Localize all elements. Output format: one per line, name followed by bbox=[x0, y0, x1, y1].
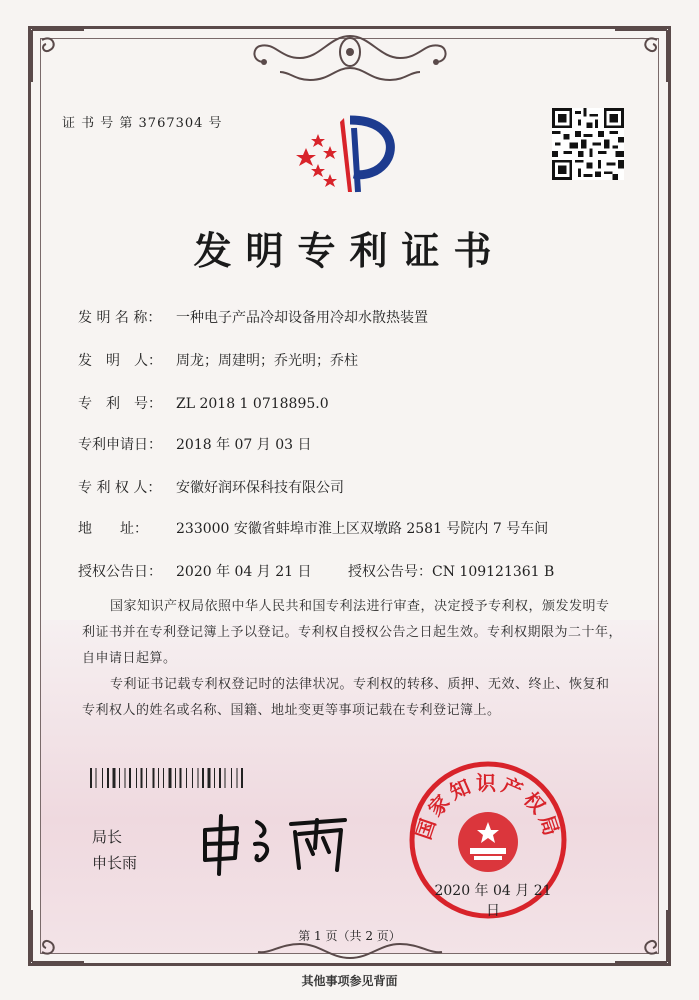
body-paragraph-2 bbox=[82, 672, 622, 724]
qr-code-icon bbox=[552, 108, 624, 180]
corner-ornament-top-left-icon bbox=[28, 26, 88, 86]
field-label: 发 明 人： bbox=[78, 353, 162, 369]
cnipa-logo-icon bbox=[292, 112, 402, 197]
field-value: 周龙；周建明；乔光明；乔柱 bbox=[176, 353, 358, 369]
field-label: 授权公告日： bbox=[78, 564, 162, 580]
field-value: CN 109121361 B bbox=[432, 564, 555, 580]
field-grant-announcement-date bbox=[78, 561, 312, 581]
signature-icon bbox=[195, 808, 360, 878]
field-label: 专利申请日： bbox=[78, 437, 162, 453]
seal-date: 2020 年 04 月 21 日 bbox=[434, 883, 552, 919]
body-paragraph-1 bbox=[82, 594, 622, 672]
field-label: 专 利 权 人： bbox=[78, 480, 162, 496]
field-inventors bbox=[78, 350, 358, 370]
certificate-title: 发明专利证书 bbox=[193, 228, 506, 273]
field-value: 一种电子产品冷却设备用冷却水散热装置 bbox=[176, 310, 428, 326]
field-label: 授权公告号： bbox=[348, 564, 432, 580]
corner-ornament-top-right-icon bbox=[611, 26, 671, 86]
page-number: 第 1 页（共 2 页） bbox=[298, 929, 401, 943]
barcode-icon bbox=[90, 768, 278, 788]
field-address bbox=[78, 518, 548, 538]
field-filing-date bbox=[78, 434, 312, 454]
field-patentee bbox=[78, 477, 344, 497]
field-value: 233000 安徽省蚌埠市淮上区双墩路 2581 号院内 7 号车间 bbox=[176, 521, 549, 537]
top-ornament-icon bbox=[250, 28, 450, 90]
field-label: 专 利 号： bbox=[78, 396, 162, 412]
field-label: 发 明 名 称： bbox=[78, 310, 162, 326]
field-label: 地 址： bbox=[78, 521, 148, 537]
certificate-number: 证 书 号 第 3767304 号 bbox=[62, 116, 223, 131]
field-value: ZL 2018 1 0718895.0 bbox=[176, 396, 329, 412]
field-value: 安徽好润环保科技有限公司 bbox=[176, 480, 344, 496]
director-title: 局长 bbox=[92, 828, 123, 846]
paragraph-text: 国家知识产权局依照中华人民共和国专利法进行审查，决定授予专利权，颁发发明专利证书并在专利登记簿上予以登记。专利权自授权公告之日起生效。专利权期限为二十年，自申请日起算。 bbox=[82, 599, 623, 666]
footer-note: 其他事项参见背面 bbox=[301, 974, 398, 988]
field-patent-number bbox=[78, 393, 329, 413]
field-invention-name bbox=[78, 307, 428, 327]
field-grant-announcement-number bbox=[348, 561, 554, 581]
paragraph-text: 专利证书记载专利权登记时的法律状况。专利权的转移、质押、无效、终止、恢复和专利权人的姓名或名称、国籍、地址变更等事项记载在专利登记簿上。 bbox=[82, 677, 610, 718]
field-value: 2020 年 04 月 21 日 bbox=[176, 564, 312, 580]
director-name: 申长雨 bbox=[92, 854, 138, 872]
svg-text:国家知识产权局: 国家知识产权局 bbox=[411, 771, 565, 843]
field-value: 2018 年 07 月 03 日 bbox=[176, 437, 312, 453]
